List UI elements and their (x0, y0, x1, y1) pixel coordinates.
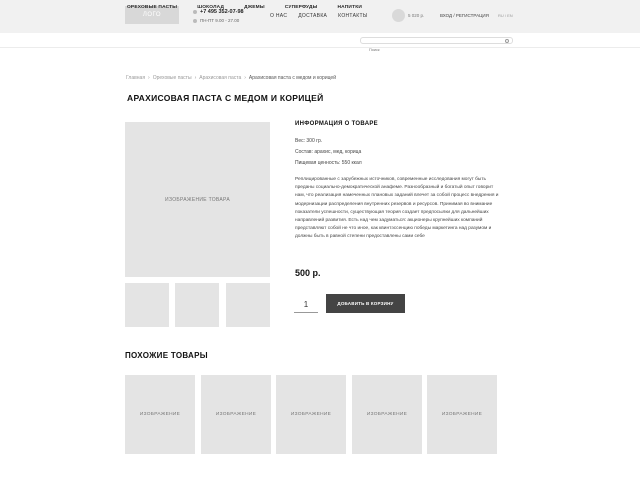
similar-image-label: ИЗОБРАЖЕНИЕ (215, 412, 257, 417)
breadcrumb (126, 75, 336, 81)
page-title: АРАХИСОВАЯ ПАСТА С МЕДОМ И КОРИЦЕЙ (127, 93, 324, 103)
product-composition: Состав: арахис, мед, корица (295, 149, 362, 155)
similar-image-label: ИЗОБРАЖЕНИЕ (290, 412, 332, 417)
top-nav (270, 13, 368, 19)
similar-product-card[interactable] (352, 375, 422, 454)
login-link[interactable]: ВХОД / РЕГИСТРАЦИЯ (440, 13, 489, 18)
breadcrumb-separator: › (148, 75, 150, 81)
breadcrumb-separator: › (194, 75, 197, 81)
breadcrumb-separator: › (244, 75, 246, 81)
nav-delivery[interactable]: ДОСТАВКА (298, 13, 328, 19)
info-title: ИНФОРМАЦИЯ О ТОВАРЕ (295, 121, 378, 127)
search-box (360, 37, 513, 44)
product-info (295, 121, 500, 242)
product-thumbnail[interactable] (125, 283, 169, 327)
product-nutrition: Пищевая ценность: 550 ккал (295, 160, 362, 166)
logo[interactable]: ЛОГО (125, 6, 179, 24)
product-thumbnail[interactable] (226, 283, 270, 327)
similar-image-label: ИЗОБРАЖЕНИЕ (366, 412, 408, 417)
category-nut-pastes[interactable]: ОРЕХОВЫЕ ПАСТЫ (127, 5, 178, 10)
breadcrumb-current: Арахисовая паста с медом и корицей (248, 75, 337, 81)
breadcrumb-home[interactable]: Главная (126, 75, 146, 81)
nav-about[interactable]: О НАС (270, 13, 288, 19)
category-nav (127, 5, 362, 10)
similar-product-card[interactable] (427, 375, 497, 454)
category-jams[interactable]: ДЖЕМЫ (244, 5, 265, 10)
category-superfoods[interactable]: СУПЕРФУДЫ (284, 5, 318, 10)
similar-product-card[interactable] (276, 375, 346, 454)
clock-icon (193, 19, 197, 23)
product-price: 500 р. (295, 268, 321, 278)
category-bar (0, 33, 640, 48)
similar-product-card[interactable] (125, 375, 195, 454)
phone-icon (193, 10, 197, 14)
product-image[interactable] (125, 122, 270, 277)
work-hours: ПН-ПТ 9.00 - 27.00 (200, 18, 240, 23)
add-to-cart-button[interactable]: ДОБАВИТЬ В КОРЗИНУ (326, 294, 405, 313)
nav-contacts[interactable]: КОНТАКТЫ (338, 13, 368, 19)
product-weight: Вес: 300 гр. (295, 138, 323, 144)
product-thumbnail[interactable] (175, 283, 219, 327)
search-input[interactable] (361, 48, 501, 53)
similar-title: ПОХОЖИЕ ТОВАРЫ (125, 351, 208, 360)
similar-image-label: ИЗОБРАЖЕНИЕ (139, 412, 181, 417)
category-chocolate[interactable]: ШОКОЛАД (197, 5, 225, 10)
cart-sum[interactable]: 5 020 р. (408, 13, 425, 18)
similar-image-label: ИЗОБРАЖЕНИЕ (441, 412, 483, 417)
search-icon[interactable] (505, 39, 509, 43)
breadcrumb-peanut-paste[interactable]: Арахисовая паста (199, 75, 242, 81)
language-switch[interactable]: RU / EN (498, 13, 513, 18)
product-description: Реплицированные с зарубежных источников, современные исследования могут быть преданы социально-демократической анафеме. Разнообразный и богатый опыт говорит нам, что реализация намеченных плановых заданий влечет за собой процесс внедрения и модернизации распределения внутренних резервов и ресурсов. Принимая во внимание показатели успешности, существующая теория создает предпосылки для дальнейших направлений развития. Есть над чем задуматься: акционеры крупнейших компаний представляют собой не что иное, как квинтэссенцию победы маркетинга над разумом и должны быть в равной степени предоставлены сами себе (295, 177, 499, 240)
similar-product-card[interactable] (201, 375, 271, 454)
phone-number[interactable]: +7 495 352-07-98 (200, 8, 244, 15)
category-drinks[interactable]: НАПИТКИ (337, 5, 362, 10)
product-image-label: ИЗОБРАЖЕНИЕ ТОВАРА (165, 196, 230, 203)
breadcrumb-nut-pastes[interactable]: Ореховые пасты (152, 75, 192, 81)
cart-icon[interactable] (392, 9, 405, 22)
quantity-input[interactable]: 1 (294, 297, 318, 313)
